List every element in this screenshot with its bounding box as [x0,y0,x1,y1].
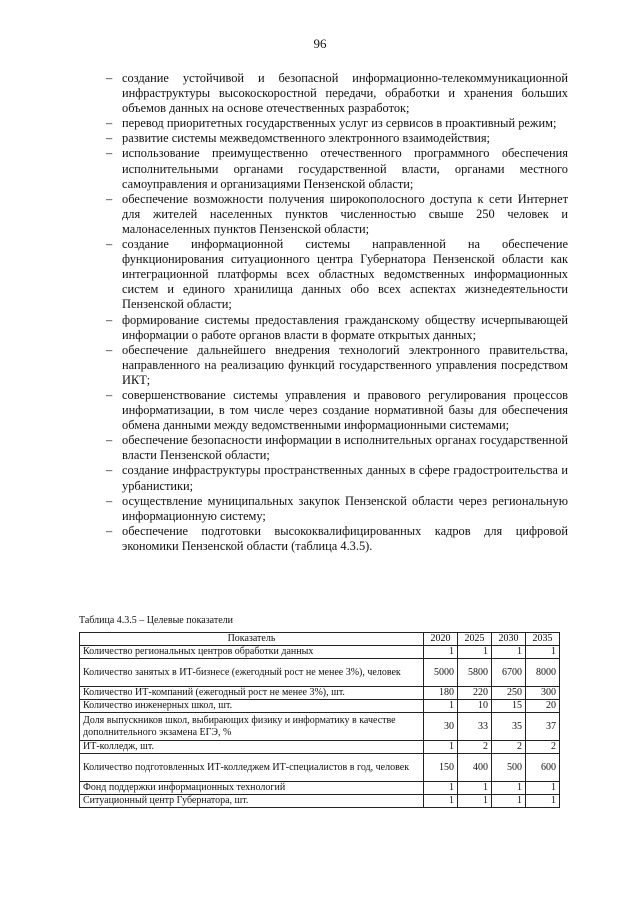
column-header: 2020 [424,633,458,646]
value-cell: 1 [492,646,526,659]
value-cell: 1 [526,782,560,795]
table-row [80,646,560,659]
dash-icon: – [106,71,113,85]
column-header: 2025 [458,633,492,646]
value-cell: 2 [526,741,560,754]
list-item [106,131,568,146]
indicator-cell: Количество инженерных школ, шт. [80,700,424,713]
list-item [106,343,568,388]
value-cell: 1 [458,782,492,795]
indicator-cell: Количество подготовленных ИТ-колледжем ИТ-специалистов в год, человек [80,754,424,782]
table-row [80,782,560,795]
list-item-text: создание устойчивой и безопасной информационно-телекоммуникационной инфраструктуры высокоскоростной передачи, обработки и хранения больших объемов данных на основе отечественных разработок; [122,71,568,116]
table-caption: Таблица 4.3.5 – Целевые показатели [79,615,234,626]
value-cell: 10 [458,700,492,713]
indicator-cell: Фонд поддержки информационных технологий [80,782,424,795]
list-item-text: использование преимущественно отечественного программного обеспечения исполнительными органами государственной власти, органами местного самоуправления и организациями Пензенской области; [122,146,568,191]
list-item [106,388,568,433]
table-row [80,687,560,700]
list-item [106,433,568,463]
value-cell: 2 [458,741,492,754]
list-item-text: перевод приоритетных государственных услуг из сервисов в проактивный режим; [122,116,557,131]
value-cell: 35 [492,713,526,741]
dash-icon: – [106,131,113,146]
list-item-text: обеспечение подготовки высококвалифицированных кадров для цифровой экономики Пензенской области (таблица 4.3.5). [122,523,568,553]
list-item [106,494,568,524]
table-header-row [80,633,560,646]
value-cell: 1 [458,795,492,808]
dash-icon: – [106,493,113,508]
value-cell: 2 [492,741,526,754]
value-cell: 1 [424,782,458,795]
table-row [80,700,560,713]
dash-icon: – [106,312,113,327]
value-cell: 1 [492,782,526,795]
dash-icon: – [106,191,113,206]
dash-icon: – [106,146,113,161]
list-item-text: создание инфраструктуры пространственных данных в сфере градостроительства и урбанистики; [122,463,568,493]
value-cell: 1 [526,646,560,659]
indicator-cell: Количество ИТ-компаний (ежегодный рост не менее 3%), шт. [80,687,424,700]
value-cell: 8000 [526,659,560,687]
value-cell: 1 [526,795,560,808]
bullet-list [106,71,568,554]
value-cell: 6700 [492,659,526,687]
column-header: 2035 [526,633,560,646]
dash-icon: – [106,523,113,538]
value-cell: 1 [424,795,458,808]
list-item-text: развитие системы межведомственного электронного взаимодействия; [122,131,490,146]
list-item [106,524,568,554]
value-cell: 180 [424,687,458,700]
indicator-cell: Количество региональных центров обработки данных [80,646,424,659]
list-item-text: обеспечение дальнейшего внедрения технологий электронного правительства, направленного на реализацию функций государственного управления посредством ИКТ; [122,342,568,387]
value-cell: 220 [458,687,492,700]
list-item [106,313,568,343]
value-cell: 1 [458,646,492,659]
list-item [106,146,568,191]
value-cell: 1 [424,646,458,659]
dash-icon: – [106,433,113,448]
value-cell: 300 [526,687,560,700]
value-cell: 1 [424,700,458,713]
list-item [106,116,568,131]
table-row [80,713,560,741]
indicator-cell: ИТ-колледж, шт. [80,741,424,754]
dash-icon: – [106,387,113,402]
dash-icon: – [106,463,113,478]
value-cell: 1 [492,795,526,808]
value-cell: 5000 [424,659,458,687]
value-cell: 37 [526,713,560,741]
indicator-cell: Ситуационный центр Губернатора, шт. [80,795,424,808]
targets-table [79,632,560,808]
column-header: Показатель [80,633,424,646]
value-cell: 400 [458,754,492,782]
list-item [106,237,568,312]
value-cell: 500 [492,754,526,782]
list-item-text: осуществление муниципальных закупок Пензенской области через региональную информационную систему; [122,493,568,523]
list-item-text: обеспечение безопасности информации в исполнительных органах государственной власти Пензенской области; [122,433,568,463]
value-cell: 5800 [458,659,492,687]
value-cell: 30 [424,713,458,741]
dash-icon: – [106,237,113,252]
dash-icon: – [106,116,113,131]
table-row [80,741,560,754]
list-item-text: формирование системы предоставления гражданскому обществу исчерпывающей информации о работе органов власти в формате открытых данных; [122,312,568,342]
list-item-text: совершенствование системы управления и правового регулирования процессов информатизации, в том числе через создание нормативной базы для обеспечения обмена данными между ведомственными информационными системами; [122,387,568,433]
list-item-text: создание информационной системы направленной на обеспечение функционирования ситуационного центра Губернатора Пензенской области как интеграционной платформы всех областных ведомственных информационных систем и единого хранилища данных обо всех аспектах жизнедеятельности Пензенской области; [122,237,568,312]
column-header: 2030 [492,633,526,646]
list-item [106,463,568,493]
list-item [106,192,568,237]
indicator-cell: Доля выпускников школ, выбирающих физику и информатику в качестве дополнительного экзамена ЕГЭ, % [80,713,424,741]
dash-icon: – [106,342,113,357]
table-row [80,659,560,687]
value-cell: 20 [526,700,560,713]
list-item-text: обеспечение возможности получения широкополосного доступа к сети Интернет для жителей населенных пунктов численностью свыше 250 человек и малонаселенных пунктов Пензенской области; [122,191,568,236]
value-cell: 250 [492,687,526,700]
table-row [80,754,560,782]
list-item [106,71,568,116]
value-cell: 150 [424,754,458,782]
page-number: 96 [313,36,327,51]
value-cell: 15 [492,700,526,713]
value-cell: 600 [526,754,560,782]
value-cell: 1 [424,741,458,754]
value-cell: 33 [458,713,492,741]
indicator-cell: Количество занятых в ИТ-бизнесе (ежегодный рост не менее 3%), человек [80,659,424,687]
table-row [80,795,560,808]
